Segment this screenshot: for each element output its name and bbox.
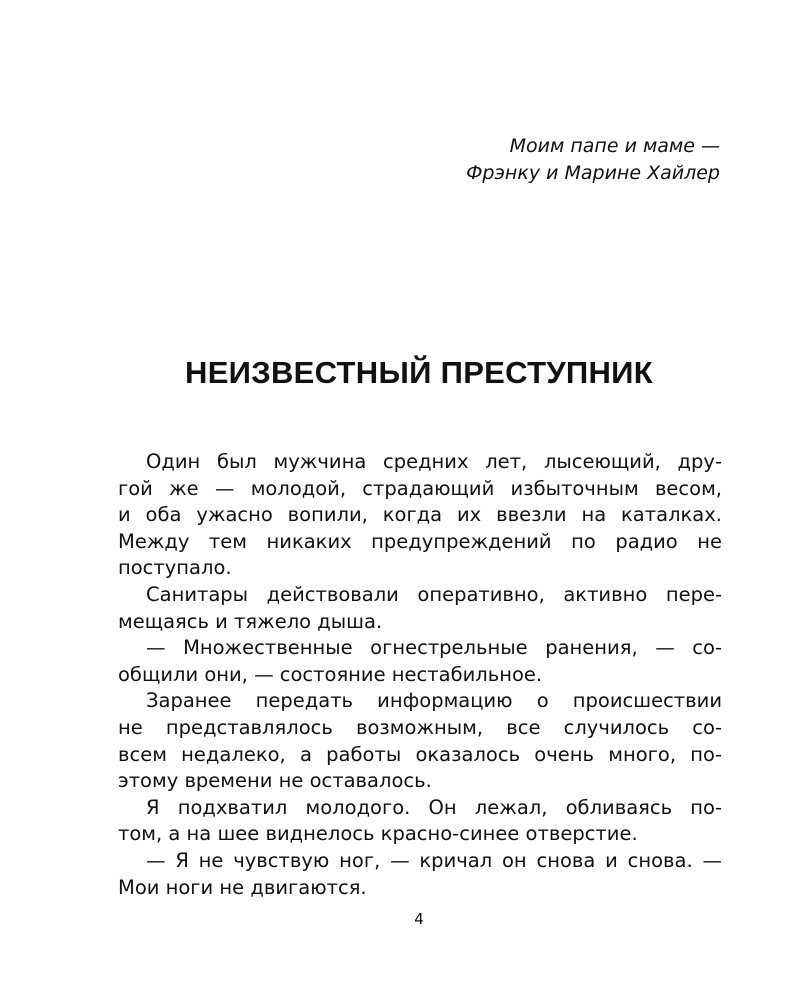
text-line: — Я не чувствую ног, — кричал он снова и снова. — <box>146 848 722 872</box>
chapter-title: НЕИЗВЕСТНЫЙ ПРЕСТУПНИК <box>185 355 653 390</box>
text-line: поступало. <box>118 556 232 580</box>
epigraph <box>300 133 720 187</box>
text-line: мещаясь и тяжело дыша. <box>118 609 383 633</box>
epigraph-line-2: Фрэнку и Марине Хайлер <box>466 162 720 184</box>
text-line: не представлялось возможным, все случилось со- <box>118 715 722 739</box>
text-line: гой же — молодой, страдающий избыточным весом, <box>118 476 722 500</box>
text-line: Мои ноги не двигаются. <box>118 875 367 899</box>
text-line: всем недалеко, а работы оказалось очень много, по- <box>118 742 722 766</box>
text-line: общили они, — состояние нестабильное. <box>118 662 543 686</box>
epigraph-line-1: Моим папе и маме — <box>509 135 720 157</box>
page-number: 4 <box>414 910 424 928</box>
text-line: и оба ужасно вопили, когда их ввезли на каталках. <box>118 503 722 527</box>
text-line: Санитары действовали оперативно, активно пере- <box>146 582 722 606</box>
text-line: Я подхватил молодого. Он лежал, обливаясь по- <box>146 795 722 819</box>
text-line: Заранее передать информацию о происшествии <box>146 689 722 713</box>
text-line: Один был мужчина средних лет, лысеющий, дру- <box>146 450 722 473</box>
text-line: — Множественные огнестрельные ранения, — со- <box>146 636 722 660</box>
text-line: Между тем никаких предупреждений по радио не <box>118 529 722 553</box>
text-line: этому времени не оставалось. <box>118 769 432 793</box>
body-text <box>118 449 722 901</box>
text-line: том, а на шее виднелось красно-синее отверстие. <box>118 822 638 846</box>
